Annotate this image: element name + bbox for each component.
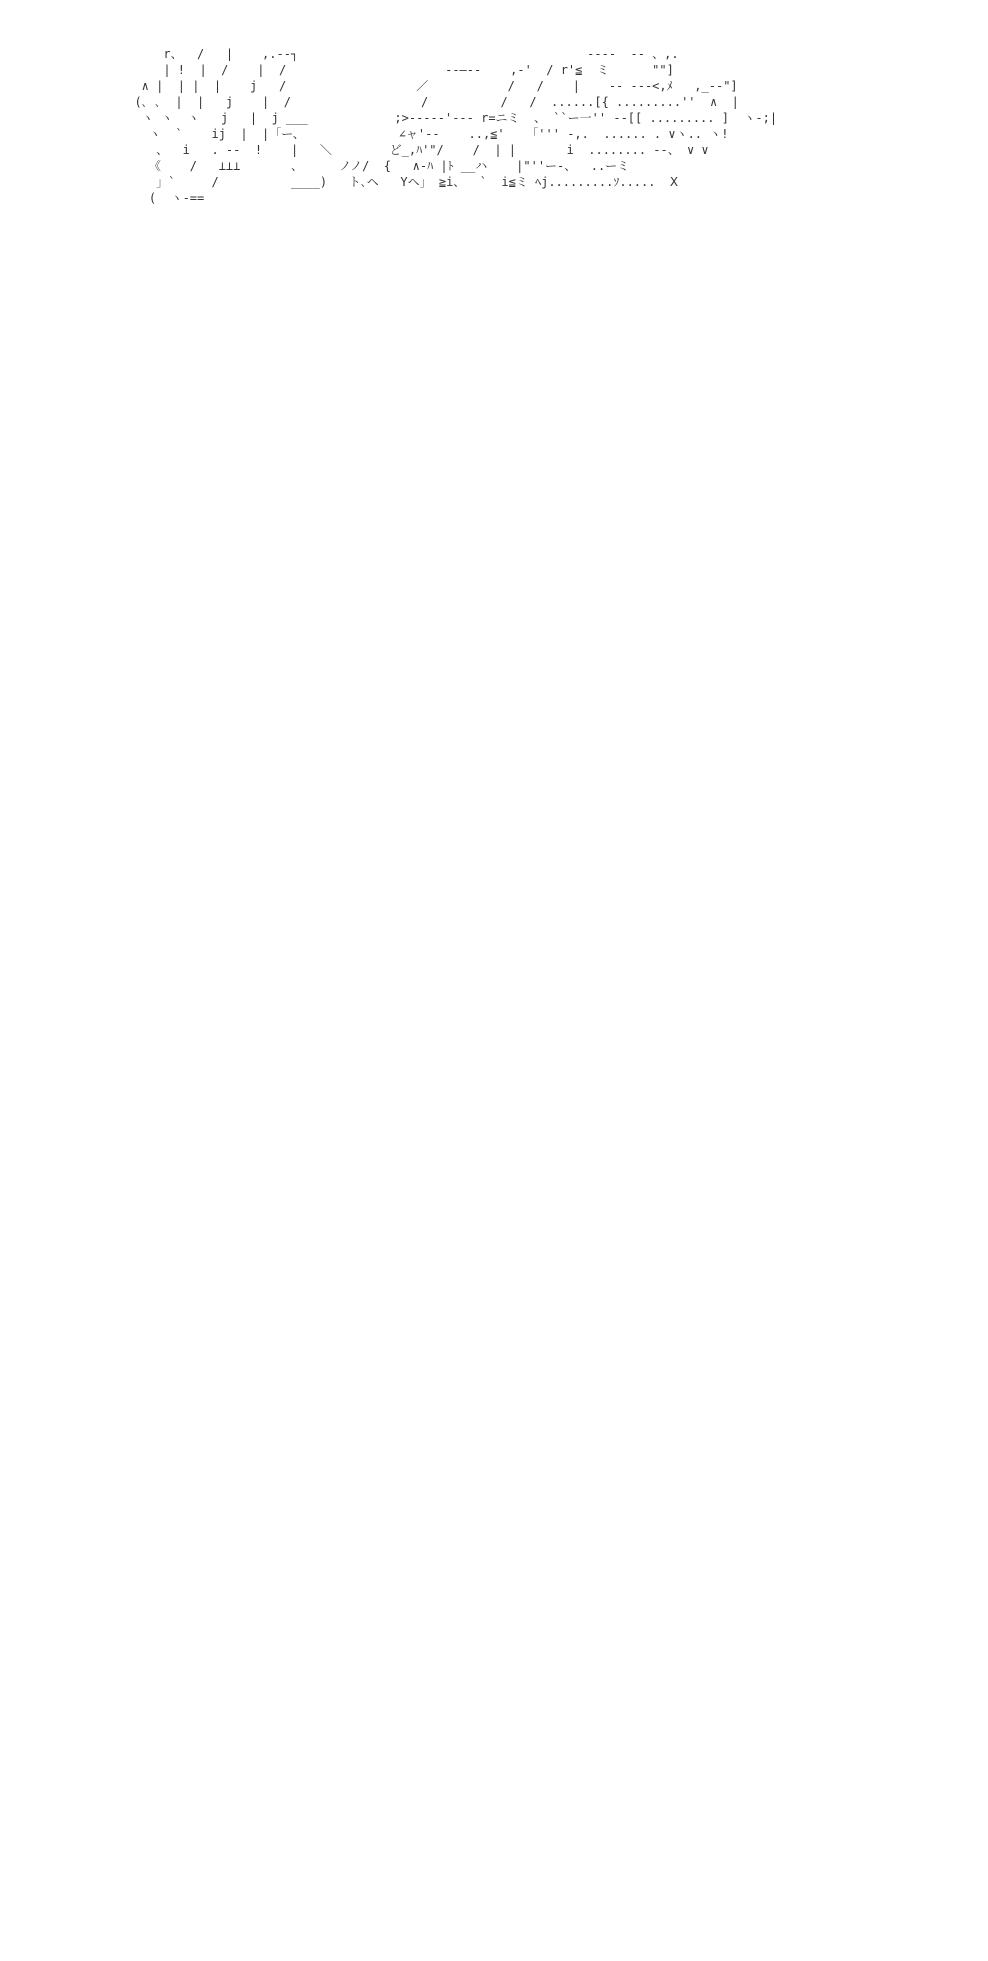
ascii-art-girl-pointing: r、 / | ,.-‐┐ -‐‐‐ ‐‐ 、,. | ! | / | / ‐‐―‐‐ ,‐' / r'≦ ミ ""] ∧ | | | | j / ／ / / | -- --‐<,ﾒ ,_-‐"] (､ ､ | | j | / / / / ......[{ .........'' ∧ | ヽ ヽ ヽ j | j ___ ;>-‐‐‐‐'‐‐‐ r=ニミ 、 ``ー一'' ‐‐[[ ......... ] ヽ‐;| ヽ ` ij | |「ー、 ∠ャ'‐‐ ..,≦' 「''' ‐,. ...... . ∨ヽ.. ヽ! 、 i . -‐ ! | ＼ ど_,ﾊ'"/ / | | i ........ -‐、 ∨ ∨ 《 / ⊥⊥⊥ 、 ノノ/ { ∧-ﾊ |ﾄ __ハ |"''ー‐、 ..ーミ 」` / ____) ト､ヘ Yヘ」 ≧i、 ` i≦ミ ﾍj.........ｿ..... Ⅹ ( ヽ‐== [134,47,778,205]
post-header-486 [78,14,86,32]
